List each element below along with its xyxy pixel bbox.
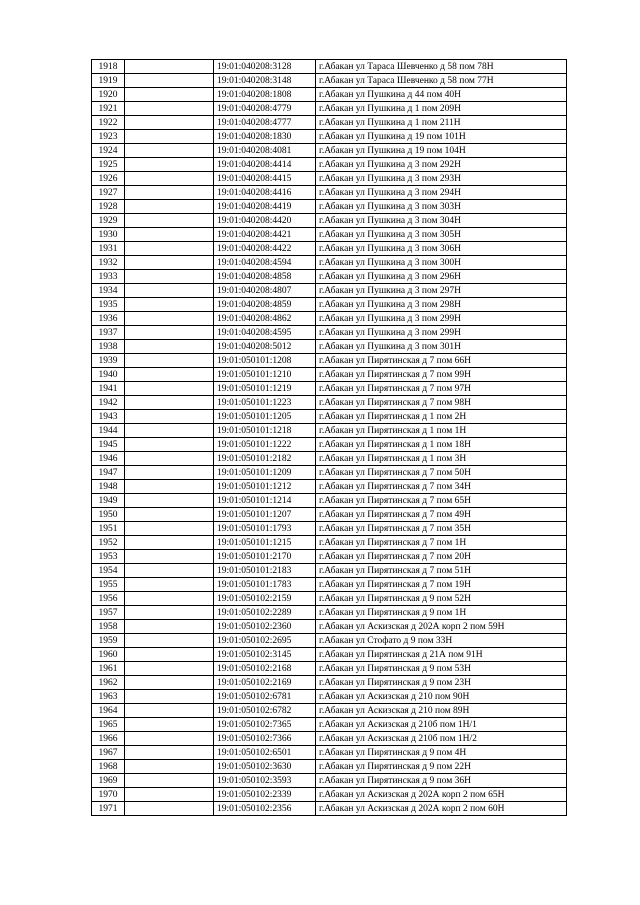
table-row xyxy=(92,116,567,130)
address-cell: г.Абакан ул Пушкина д 3 пом 298Н xyxy=(316,298,567,312)
row-number-cell: 1937 xyxy=(92,326,125,340)
cadastral-number-cell: 19:01:040208:4415 xyxy=(214,172,316,186)
row-number-cell: 1930 xyxy=(92,228,125,242)
address-cell: г.Абакан ул Пирятинская д 7 пом 19Н xyxy=(316,578,567,592)
row-number-cell: 1934 xyxy=(92,284,125,298)
address-cell: г.Абакан ул Пирятинская д 1 пом 1Н xyxy=(316,424,567,438)
empty-cell xyxy=(125,676,214,690)
table-row xyxy=(92,760,567,774)
address-cell: г.Абакан ул Пирятинская д 9 пом 22Н xyxy=(316,760,567,774)
table-row xyxy=(92,228,567,242)
address-cell: г.Абакан ул Пирятинская д 9 пом 36Н xyxy=(316,774,567,788)
address-cell: г.Абакан ул Аскизская д 202А корп 2 пом 60Н xyxy=(316,802,567,816)
address-cell: г.Абакан ул Пушкина д 3 пом 296Н xyxy=(316,270,567,284)
address-cell: г.Абакан ул Пирятинская д 7 пом 99Н xyxy=(316,368,567,382)
address-cell: г.Абакан ул Аскизская д 210б пом 1Н/1 xyxy=(316,718,567,732)
table-row xyxy=(92,326,567,340)
address-cell: г.Абакан ул Пирятинская д 7 пом 50Н xyxy=(316,466,567,480)
row-number-cell: 1924 xyxy=(92,144,125,158)
table-row xyxy=(92,746,567,760)
empty-cell xyxy=(125,200,214,214)
table-row xyxy=(92,298,567,312)
cadastral-number-cell: 19:01:040208:1808 xyxy=(214,88,316,102)
empty-cell xyxy=(125,494,214,508)
empty-cell xyxy=(125,648,214,662)
empty-cell xyxy=(125,74,214,88)
table-row xyxy=(92,284,567,298)
address-cell: г.Абакан ул Пирятинская д 7 пом 51Н xyxy=(316,564,567,578)
empty-cell xyxy=(125,704,214,718)
address-cell: г.Абакан ул Пушкина д 3 пом 304Н xyxy=(316,214,567,228)
row-number-cell: 1927 xyxy=(92,186,125,200)
table-row xyxy=(92,578,567,592)
cadastral-number-cell: 19:01:050101:1218 xyxy=(214,424,316,438)
address-cell: г.Абакан ул Пушкина д 44 пом 40Н xyxy=(316,88,567,102)
cadastral-number-cell: 19:01:050102:3145 xyxy=(214,648,316,662)
cadastral-number-cell: 19:01:050101:1219 xyxy=(214,382,316,396)
table-row xyxy=(92,802,567,816)
cadastral-number-cell: 19:01:050102:3630 xyxy=(214,760,316,774)
address-cell: г.Абакан ул Пирятинская д 7 пом 34Н xyxy=(316,480,567,494)
table-row xyxy=(92,634,567,648)
cadastral-number-cell: 19:01:040208:4420 xyxy=(214,214,316,228)
table-row xyxy=(92,368,567,382)
cadastral-number-cell: 19:01:050101:1783 xyxy=(214,578,316,592)
table-row xyxy=(92,312,567,326)
empty-cell xyxy=(125,760,214,774)
cadastral-number-cell: 19:01:050102:2169 xyxy=(214,676,316,690)
cadastral-number-cell: 19:01:040208:4807 xyxy=(214,284,316,298)
table-row xyxy=(92,774,567,788)
table-row xyxy=(92,452,567,466)
table-row xyxy=(92,424,567,438)
cadastral-number-cell: 19:01:040208:4421 xyxy=(214,228,316,242)
empty-cell xyxy=(125,606,214,620)
table-row xyxy=(92,144,567,158)
empty-cell xyxy=(125,592,214,606)
row-number-cell: 1918 xyxy=(92,60,125,74)
row-number-cell: 1968 xyxy=(92,760,125,774)
address-cell: г.Абакан ул Тараса Шевченко д 58 пом 77Н xyxy=(316,74,567,88)
row-number-cell: 1964 xyxy=(92,704,125,718)
row-number-cell: 1921 xyxy=(92,102,125,116)
address-cell: г.Абакан ул Пушкина д 3 пом 300Н xyxy=(316,256,567,270)
empty-cell xyxy=(125,746,214,760)
cadastral-number-cell: 19:01:040208:4859 xyxy=(214,298,316,312)
cadastral-number-cell: 19:01:040208:4594 xyxy=(214,256,316,270)
address-cell: г.Абакан ул Пушкина д 19 пом 104Н xyxy=(316,144,567,158)
cadastral-number-cell: 19:01:040208:4081 xyxy=(214,144,316,158)
cadastral-number-cell: 19:01:050101:1209 xyxy=(214,466,316,480)
empty-cell xyxy=(125,228,214,242)
empty-cell xyxy=(125,774,214,788)
row-number-cell: 1962 xyxy=(92,676,125,690)
table-row xyxy=(92,620,567,634)
table-row xyxy=(92,550,567,564)
address-cell: г.Абакан ул Пирятинская д 1 пом 3Н xyxy=(316,452,567,466)
cadastral-number-cell: 19:01:050101:1223 xyxy=(214,396,316,410)
row-number-cell: 1919 xyxy=(92,74,125,88)
cadastral-number-cell: 19:01:050102:6782 xyxy=(214,704,316,718)
cadastral-number-cell: 19:01:050102:2695 xyxy=(214,634,316,648)
table-row xyxy=(92,648,567,662)
address-cell: г.Абакан ул Пушкина д 3 пом 294Н xyxy=(316,186,567,200)
table-row xyxy=(92,788,567,802)
table-row xyxy=(92,130,567,144)
row-number-cell: 1965 xyxy=(92,718,125,732)
address-cell: г.Абакан ул Пушкина д 1 пом 211Н xyxy=(316,116,567,130)
cadastral-number-cell: 19:01:050102:2159 xyxy=(214,592,316,606)
row-number-cell: 1970 xyxy=(92,788,125,802)
row-number-cell: 1933 xyxy=(92,270,125,284)
empty-cell xyxy=(125,284,214,298)
empty-cell xyxy=(125,480,214,494)
cadastral-number-cell: 19:01:040208:4777 xyxy=(214,116,316,130)
cadastral-number-cell: 19:01:050102:2289 xyxy=(214,606,316,620)
table-row xyxy=(92,74,567,88)
empty-cell xyxy=(125,60,214,74)
address-cell: г.Абакан ул Пирятинская д 9 пом 23Н xyxy=(316,676,567,690)
table-row xyxy=(92,592,567,606)
cadastral-number-cell: 19:01:040208:4858 xyxy=(214,270,316,284)
address-cell: г.Абакан ул Пирятинская д 7 пом 98Н xyxy=(316,396,567,410)
row-number-cell: 1920 xyxy=(92,88,125,102)
address-cell: г.Абакан ул Пушкина д 3 пом 297Н xyxy=(316,284,567,298)
empty-cell xyxy=(125,718,214,732)
address-cell: г.Абакан ул Пирятинская д 9 пом 4Н xyxy=(316,746,567,760)
table-row xyxy=(92,158,567,172)
empty-cell xyxy=(125,424,214,438)
cadastral-number-cell: 19:01:050101:1205 xyxy=(214,410,316,424)
cadastral-number-cell: 19:01:050102:3593 xyxy=(214,774,316,788)
cadastral-number-cell: 19:01:050102:2168 xyxy=(214,662,316,676)
empty-cell xyxy=(125,312,214,326)
empty-cell xyxy=(125,452,214,466)
cadastral-number-cell: 19:01:040208:4422 xyxy=(214,242,316,256)
row-number-cell: 1943 xyxy=(92,410,125,424)
empty-cell xyxy=(125,214,214,228)
row-number-cell: 1941 xyxy=(92,382,125,396)
address-cell: г.Абакан ул Пирятинская д 21А пом 91Н xyxy=(316,648,567,662)
property-registry-table xyxy=(91,59,567,816)
cadastral-number-cell: 19:01:040208:4862 xyxy=(214,312,316,326)
cadastral-number-cell: 19:01:050102:6781 xyxy=(214,690,316,704)
cadastral-number-cell: 19:01:050101:1207 xyxy=(214,508,316,522)
table-row xyxy=(92,718,567,732)
table-row xyxy=(92,732,567,746)
address-cell: г.Абакан ул Пушкина д 3 пом 299Н xyxy=(316,312,567,326)
table-row xyxy=(92,536,567,550)
address-cell: г.Абакан ул Аскизская д 210 пом 89Н xyxy=(316,704,567,718)
address-cell: г.Абакан ул Пирятинская д 7 пом 20Н xyxy=(316,550,567,564)
row-number-cell: 1944 xyxy=(92,424,125,438)
table-row xyxy=(92,690,567,704)
empty-cell xyxy=(125,102,214,116)
cadastral-number-cell: 19:01:050101:2182 xyxy=(214,452,316,466)
table-row xyxy=(92,172,567,186)
row-number-cell: 1954 xyxy=(92,564,125,578)
empty-cell xyxy=(125,270,214,284)
row-number-cell: 1955 xyxy=(92,578,125,592)
registry-table-body xyxy=(92,60,567,816)
cadastral-number-cell: 19:01:050101:1210 xyxy=(214,368,316,382)
address-cell: г.Абакан ул Аскизская д 210б пом 1Н/2 xyxy=(316,732,567,746)
row-number-cell: 1942 xyxy=(92,396,125,410)
address-cell: г.Абакан ул Пушкина д 3 пом 293Н xyxy=(316,172,567,186)
row-number-cell: 1953 xyxy=(92,550,125,564)
address-cell: г.Абакан ул Пирятинская д 7 пом 1Н xyxy=(316,536,567,550)
row-number-cell: 1963 xyxy=(92,690,125,704)
address-cell: г.Абакан ул Пушкина д 3 пом 305Н xyxy=(316,228,567,242)
empty-cell xyxy=(125,662,214,676)
cadastral-number-cell: 19:01:050101:1215 xyxy=(214,536,316,550)
empty-cell xyxy=(125,508,214,522)
empty-cell xyxy=(125,536,214,550)
empty-cell xyxy=(125,256,214,270)
empty-cell xyxy=(125,802,214,816)
table-row xyxy=(92,410,567,424)
cadastral-number-cell: 19:01:050101:1208 xyxy=(214,354,316,368)
table-row xyxy=(92,270,567,284)
row-number-cell: 1932 xyxy=(92,256,125,270)
row-number-cell: 1966 xyxy=(92,732,125,746)
address-cell: г.Абакан ул Пушкина д 19 пом 101Н xyxy=(316,130,567,144)
address-cell: г.Абакан ул Пирятинская д 1 пом 2Н xyxy=(316,410,567,424)
cadastral-number-cell: 19:01:040208:5012 xyxy=(214,340,316,354)
table-row xyxy=(92,522,567,536)
empty-cell xyxy=(125,634,214,648)
address-cell: г.Абакан ул Пушкина д 1 пом 209Н xyxy=(316,102,567,116)
row-number-cell: 1929 xyxy=(92,214,125,228)
cadastral-number-cell: 19:01:050101:2183 xyxy=(214,564,316,578)
row-number-cell: 1951 xyxy=(92,522,125,536)
row-number-cell: 1969 xyxy=(92,774,125,788)
cadastral-number-cell: 19:01:040208:4416 xyxy=(214,186,316,200)
table-row xyxy=(92,242,567,256)
address-cell: г.Абакан ул Пушкина д 3 пом 306Н xyxy=(316,242,567,256)
row-number-cell: 1925 xyxy=(92,158,125,172)
row-number-cell: 1922 xyxy=(92,116,125,130)
address-cell: г.Абакан ул Аскизская д 202А корп 2 пом 65Н xyxy=(316,788,567,802)
table-row xyxy=(92,214,567,228)
address-cell: г.Абакан ул Пушкина д 3 пом 292Н xyxy=(316,158,567,172)
empty-cell xyxy=(125,130,214,144)
table-row xyxy=(92,340,567,354)
table-row xyxy=(92,396,567,410)
row-number-cell: 1938 xyxy=(92,340,125,354)
empty-cell xyxy=(125,396,214,410)
empty-cell xyxy=(125,732,214,746)
row-number-cell: 1939 xyxy=(92,354,125,368)
row-number-cell: 1946 xyxy=(92,452,125,466)
empty-cell xyxy=(125,620,214,634)
cadastral-number-cell: 19:01:040208:4779 xyxy=(214,102,316,116)
cadastral-number-cell: 19:01:040208:3148 xyxy=(214,74,316,88)
table-row xyxy=(92,200,567,214)
cadastral-number-cell: 19:01:050102:2339 xyxy=(214,788,316,802)
address-cell: г.Абакан ул Аскизская д 202А корп 2 пом 59Н xyxy=(316,620,567,634)
table-row xyxy=(92,606,567,620)
table-row xyxy=(92,564,567,578)
row-number-cell: 1931 xyxy=(92,242,125,256)
address-cell: г.Абакан ул Стофато д 9 пом 33Н xyxy=(316,634,567,648)
empty-cell xyxy=(125,550,214,564)
cadastral-number-cell: 19:01:050102:2360 xyxy=(214,620,316,634)
empty-cell xyxy=(125,340,214,354)
row-number-cell: 1935 xyxy=(92,298,125,312)
address-cell: г.Абакан ул Пирятинская д 7 пом 35Н xyxy=(316,522,567,536)
row-number-cell: 1960 xyxy=(92,648,125,662)
address-cell: г.Абакан ул Аскизская д 210 пом 90Н xyxy=(316,690,567,704)
address-cell: г.Абакан ул Пушкина д 3 пом 301Н xyxy=(316,340,567,354)
address-cell: г.Абакан ул Пирятинская д 1 пом 18Н xyxy=(316,438,567,452)
empty-cell xyxy=(125,326,214,340)
empty-cell xyxy=(125,354,214,368)
address-cell: г.Абакан ул Пирятинская д 7 пом 65Н xyxy=(316,494,567,508)
cadastral-number-cell: 19:01:040208:1830 xyxy=(214,130,316,144)
address-cell: г.Абакан ул Пирятинская д 9 пом 1Н xyxy=(316,606,567,620)
empty-cell xyxy=(125,410,214,424)
row-number-cell: 1957 xyxy=(92,606,125,620)
address-cell: г.Абакан ул Тараса Шевченко д 58 пом 78Н xyxy=(316,60,567,74)
table-row xyxy=(92,704,567,718)
empty-cell xyxy=(125,788,214,802)
row-number-cell: 1940 xyxy=(92,368,125,382)
row-number-cell: 1936 xyxy=(92,312,125,326)
row-number-cell: 1923 xyxy=(92,130,125,144)
empty-cell xyxy=(125,298,214,312)
cadastral-number-cell: 19:01:050102:6501 xyxy=(214,746,316,760)
address-cell: г.Абакан ул Пушкина д 3 пом 303Н xyxy=(316,200,567,214)
table-row xyxy=(92,60,567,74)
row-number-cell: 1947 xyxy=(92,466,125,480)
cadastral-number-cell: 19:01:040208:4595 xyxy=(214,326,316,340)
table-row xyxy=(92,438,567,452)
empty-cell xyxy=(125,186,214,200)
empty-cell xyxy=(125,88,214,102)
table-row xyxy=(92,494,567,508)
table-row xyxy=(92,508,567,522)
row-number-cell: 1958 xyxy=(92,620,125,634)
empty-cell xyxy=(125,578,214,592)
address-cell: г.Абакан ул Пирятинская д 9 пом 52Н xyxy=(316,592,567,606)
row-number-cell: 1945 xyxy=(92,438,125,452)
table-row xyxy=(92,382,567,396)
table-row xyxy=(92,662,567,676)
empty-cell xyxy=(125,564,214,578)
row-number-cell: 1928 xyxy=(92,200,125,214)
row-number-cell: 1949 xyxy=(92,494,125,508)
cadastral-number-cell: 19:01:040208:4419 xyxy=(214,200,316,214)
table-row xyxy=(92,480,567,494)
table-row xyxy=(92,256,567,270)
row-number-cell: 1952 xyxy=(92,536,125,550)
empty-cell xyxy=(125,466,214,480)
row-number-cell: 1971 xyxy=(92,802,125,816)
table-row xyxy=(92,102,567,116)
empty-cell xyxy=(125,172,214,186)
empty-cell xyxy=(125,368,214,382)
empty-cell xyxy=(125,158,214,172)
address-cell: г.Абакан ул Пирятинская д 9 пом 53Н xyxy=(316,662,567,676)
row-number-cell: 1961 xyxy=(92,662,125,676)
empty-cell xyxy=(125,382,214,396)
row-number-cell: 1948 xyxy=(92,480,125,494)
address-cell: г.Абакан ул Пушкина д 3 пом 299Н xyxy=(316,326,567,340)
cadastral-number-cell: 19:01:040208:3128 xyxy=(214,60,316,74)
row-number-cell: 1950 xyxy=(92,508,125,522)
cadastral-number-cell: 19:01:050102:7365 xyxy=(214,718,316,732)
table-row xyxy=(92,88,567,102)
cadastral-number-cell: 19:01:050101:1214 xyxy=(214,494,316,508)
empty-cell xyxy=(125,438,214,452)
address-cell: г.Абакан ул Пирятинская д 7 пом 49Н xyxy=(316,508,567,522)
cadastral-number-cell: 19:01:050101:1212 xyxy=(214,480,316,494)
table-row xyxy=(92,354,567,368)
cadastral-number-cell: 19:01:050101:1222 xyxy=(214,438,316,452)
address-cell: г.Абакан ул Пирятинская д 7 пом 66Н xyxy=(316,354,567,368)
empty-cell xyxy=(125,522,214,536)
empty-cell xyxy=(125,242,214,256)
cadastral-number-cell: 19:01:050102:7366 xyxy=(214,732,316,746)
row-number-cell: 1959 xyxy=(92,634,125,648)
empty-cell xyxy=(125,116,214,130)
table-row xyxy=(92,186,567,200)
cadastral-number-cell: 19:01:050102:2356 xyxy=(214,802,316,816)
row-number-cell: 1956 xyxy=(92,592,125,606)
cadastral-number-cell: 19:01:040208:4414 xyxy=(214,158,316,172)
cadastral-number-cell: 19:01:050101:1793 xyxy=(214,522,316,536)
empty-cell xyxy=(125,690,214,704)
table-row xyxy=(92,676,567,690)
address-cell: г.Абакан ул Пирятинская д 7 пом 97Н xyxy=(316,382,567,396)
row-number-cell: 1926 xyxy=(92,172,125,186)
row-number-cell: 1967 xyxy=(92,746,125,760)
empty-cell xyxy=(125,144,214,158)
table-row xyxy=(92,466,567,480)
cadastral-number-cell: 19:01:050101:2170 xyxy=(214,550,316,564)
